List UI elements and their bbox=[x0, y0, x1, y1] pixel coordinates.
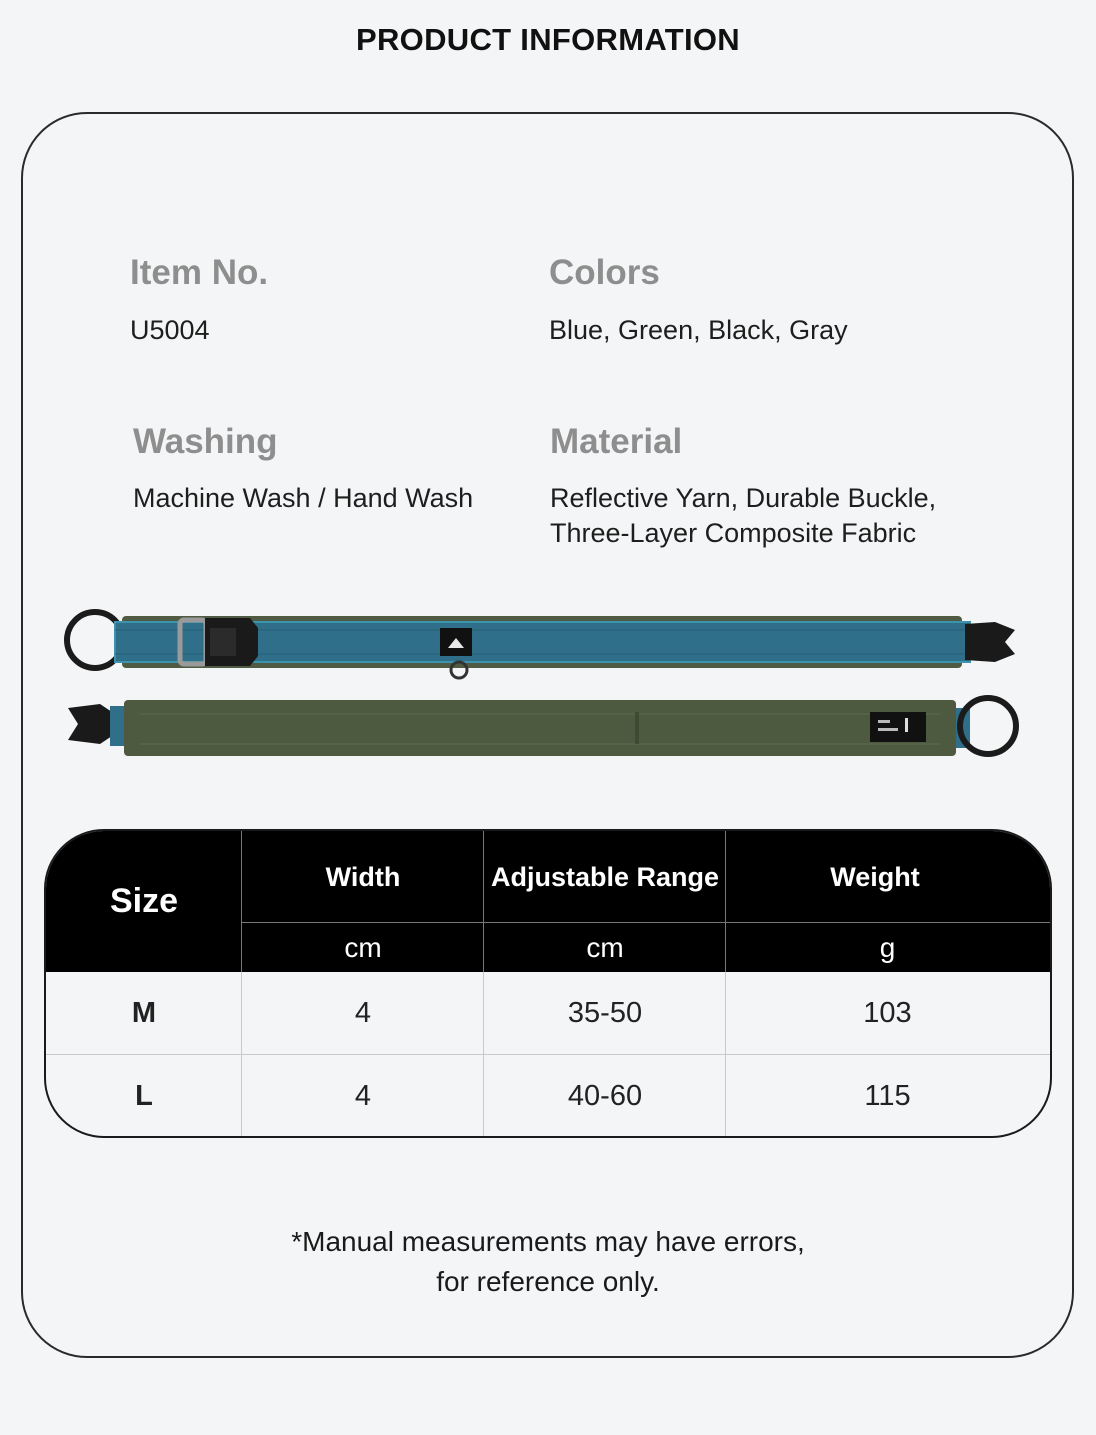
washing-value: Machine Wash / Hand Wash bbox=[133, 483, 474, 513]
item-no-value: U5004 bbox=[130, 315, 210, 345]
material-value-line1: Reflective Yarn, Durable Buckle, bbox=[550, 483, 937, 513]
header-col-line-2 bbox=[483, 831, 484, 972]
range-unit: cm bbox=[484, 923, 726, 972]
collar-product-image bbox=[60, 600, 1030, 770]
row-weight-cell: 115 bbox=[864, 1079, 911, 1112]
collar-bottom-olive bbox=[68, 698, 1016, 756]
size-header: Size bbox=[46, 831, 242, 972]
header-divider bbox=[242, 922, 1052, 923]
washing-label: Washing bbox=[133, 422, 278, 461]
colors-value: Blue, Green, Black, Gray bbox=[549, 315, 848, 345]
width-unit: cm bbox=[242, 923, 484, 972]
row-width-cell: 4 bbox=[354, 996, 372, 1029]
row-size-cell: L bbox=[135, 1079, 153, 1112]
footnote-line-1: *Manual measurements may have errors, bbox=[291, 1226, 805, 1257]
weight-unit: g bbox=[726, 923, 1052, 972]
material-value-line2: Three-Layer Composite Fabric bbox=[550, 518, 917, 548]
header-col-line-3 bbox=[725, 831, 726, 972]
item-no-label: Item No. bbox=[130, 253, 269, 292]
row-width-cell: 4 bbox=[354, 1079, 372, 1112]
footnote-line-2: for reference only. bbox=[436, 1266, 660, 1297]
row-range-cell: 35-50 bbox=[567, 996, 643, 1029]
row-size-cell: M bbox=[131, 996, 157, 1029]
weight-header: Weight bbox=[726, 831, 1052, 923]
page-title: PRODUCT INFORMATION bbox=[356, 22, 740, 57]
header-col-line-1 bbox=[241, 831, 242, 972]
width-header: Width bbox=[242, 831, 484, 923]
colors-label: Colors bbox=[549, 253, 660, 292]
row-weight-cell: 103 bbox=[863, 996, 912, 1029]
row-range-cell: 40-60 bbox=[567, 1079, 643, 1112]
size-table bbox=[44, 829, 1052, 1138]
footnote bbox=[0, 1222, 1096, 1302]
range-header: Adjustable Range bbox=[484, 831, 726, 923]
collar-top-blue bbox=[67, 612, 1015, 678]
material-label: Material bbox=[550, 422, 683, 461]
